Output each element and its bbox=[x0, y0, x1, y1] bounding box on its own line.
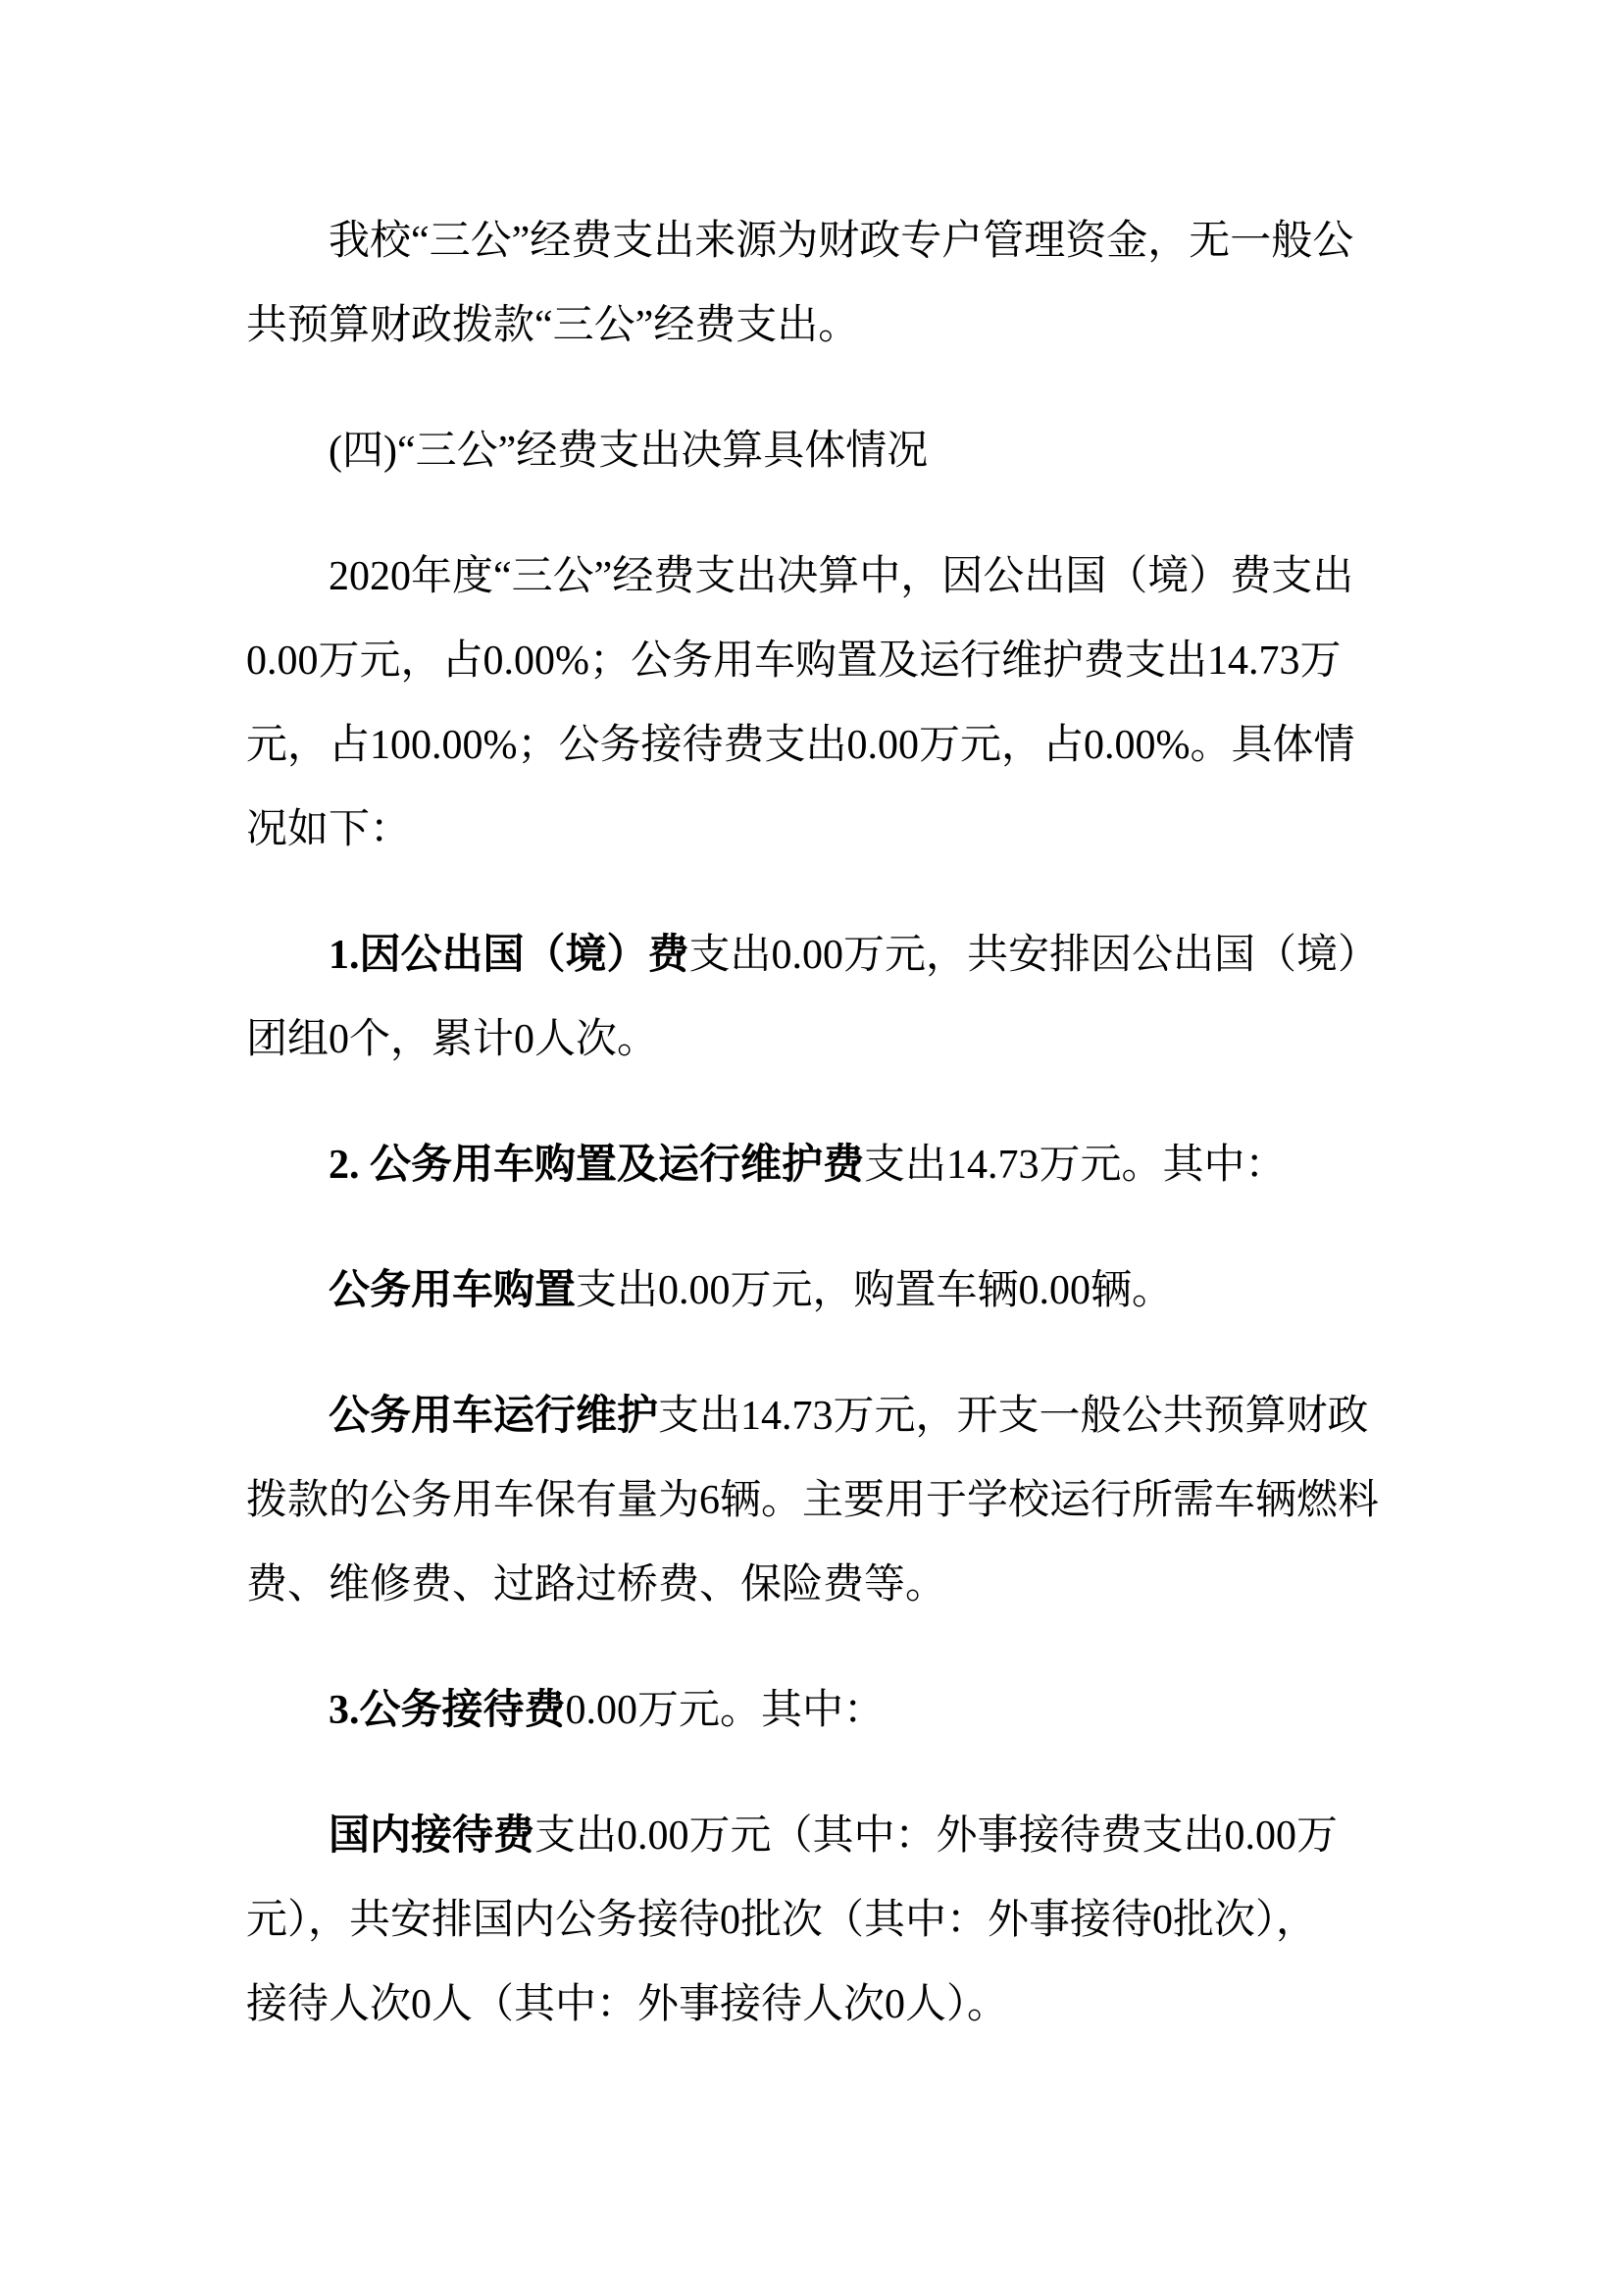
section-heading bbox=[246, 409, 1389, 493]
text-line bbox=[246, 1123, 1389, 1207]
text-segment: 0.00万元，占0.00%；公务用车购置及运行维护费支出14.73万 bbox=[246, 638, 1342, 684]
text-segment: 0.00万元。其中： bbox=[565, 1688, 886, 1733]
text-line bbox=[246, 619, 1389, 703]
text-segment: 支出0.00万元，共安排因公出国（境） bbox=[688, 933, 1380, 978]
text-segment: 支出0.00万元（其中：外事接待费支出0.00万 bbox=[534, 1813, 1339, 1859]
text-segment: 元），共安排国内公务接待0批次（其中：外事接待0批次）， bbox=[246, 1898, 1318, 1943]
para-item-2-vehicle bbox=[246, 1123, 1389, 1207]
text-line bbox=[246, 1543, 1389, 1627]
para-vehicle-operation bbox=[246, 1374, 1389, 1627]
text-line bbox=[246, 1374, 1389, 1458]
document-page bbox=[246, 199, 1389, 2088]
text-line bbox=[246, 1249, 1389, 1333]
para-item-1-abroad bbox=[246, 913, 1389, 1082]
text-segment: 接待人次0人（其中：外事接待人次0人）。 bbox=[246, 1982, 1009, 2027]
text-segment: 我校“三公”经费支出来源为财政专户管理资金，无一般公 bbox=[329, 219, 1354, 264]
heading-section-four bbox=[246, 409, 1389, 493]
text-line bbox=[246, 199, 1389, 283]
text-line bbox=[246, 913, 1389, 997]
para-vehicle-purchase bbox=[246, 1249, 1389, 1333]
text-segment: (四)“三公”经费支出决算具体情况 bbox=[329, 429, 929, 474]
bold-term: 公务用车购置 bbox=[329, 1268, 577, 1313]
text-segment: 费、维修费、过路过桥费、保险费等。 bbox=[246, 1562, 947, 1607]
para-item-3-reception bbox=[246, 1668, 1389, 1753]
text-segment: 共预算财政拨款“三公”经费支出。 bbox=[246, 303, 860, 348]
para-overview-2020 bbox=[246, 535, 1389, 872]
text-segment: 2020年度“三公”经费支出决算中，因公出国（境）费支出 bbox=[329, 554, 1354, 599]
bold-term: 国内接待费 bbox=[329, 1813, 535, 1859]
text-segment: 况如下： bbox=[246, 807, 412, 852]
text-line bbox=[246, 1794, 1389, 1878]
text-line bbox=[246, 1878, 1389, 1963]
bold-term: 公务用车运行维护 bbox=[329, 1394, 659, 1439]
para-funding-source bbox=[246, 199, 1389, 368]
text-line bbox=[246, 1668, 1389, 1753]
text-segment: 团组0个，累计0人次。 bbox=[246, 1017, 659, 1062]
text-line bbox=[246, 535, 1389, 619]
text-segment: 拨款的公务用车保有量为6辆。主要用于学校运行所需车辆燃料 bbox=[246, 1478, 1380, 1523]
text-line bbox=[246, 788, 1389, 872]
bold-term: 2. 公务用车购置及运行维护费 bbox=[329, 1143, 865, 1188]
text-line bbox=[246, 1458, 1389, 1543]
text-segment: 元，占100.00%；公务接待费支出0.00万元，占0.00%。具体情 bbox=[246, 723, 1355, 768]
text-line bbox=[246, 1963, 1389, 2047]
text-line bbox=[246, 283, 1389, 368]
text-segment: 支出14.73万元，开支一般公共预算财政 bbox=[658, 1394, 1369, 1439]
text-line bbox=[246, 703, 1389, 788]
bold-term: 3.公务接待费 bbox=[329, 1688, 566, 1733]
text-segment: 支出0.00万元，购置车辆0.00辆。 bbox=[576, 1268, 1174, 1313]
text-segment: 支出14.73万元。其中： bbox=[864, 1143, 1287, 1188]
text-line bbox=[246, 997, 1389, 1082]
bold-term: 1.因公出国（境）费 bbox=[329, 933, 689, 978]
para-domestic-reception bbox=[246, 1794, 1389, 2047]
